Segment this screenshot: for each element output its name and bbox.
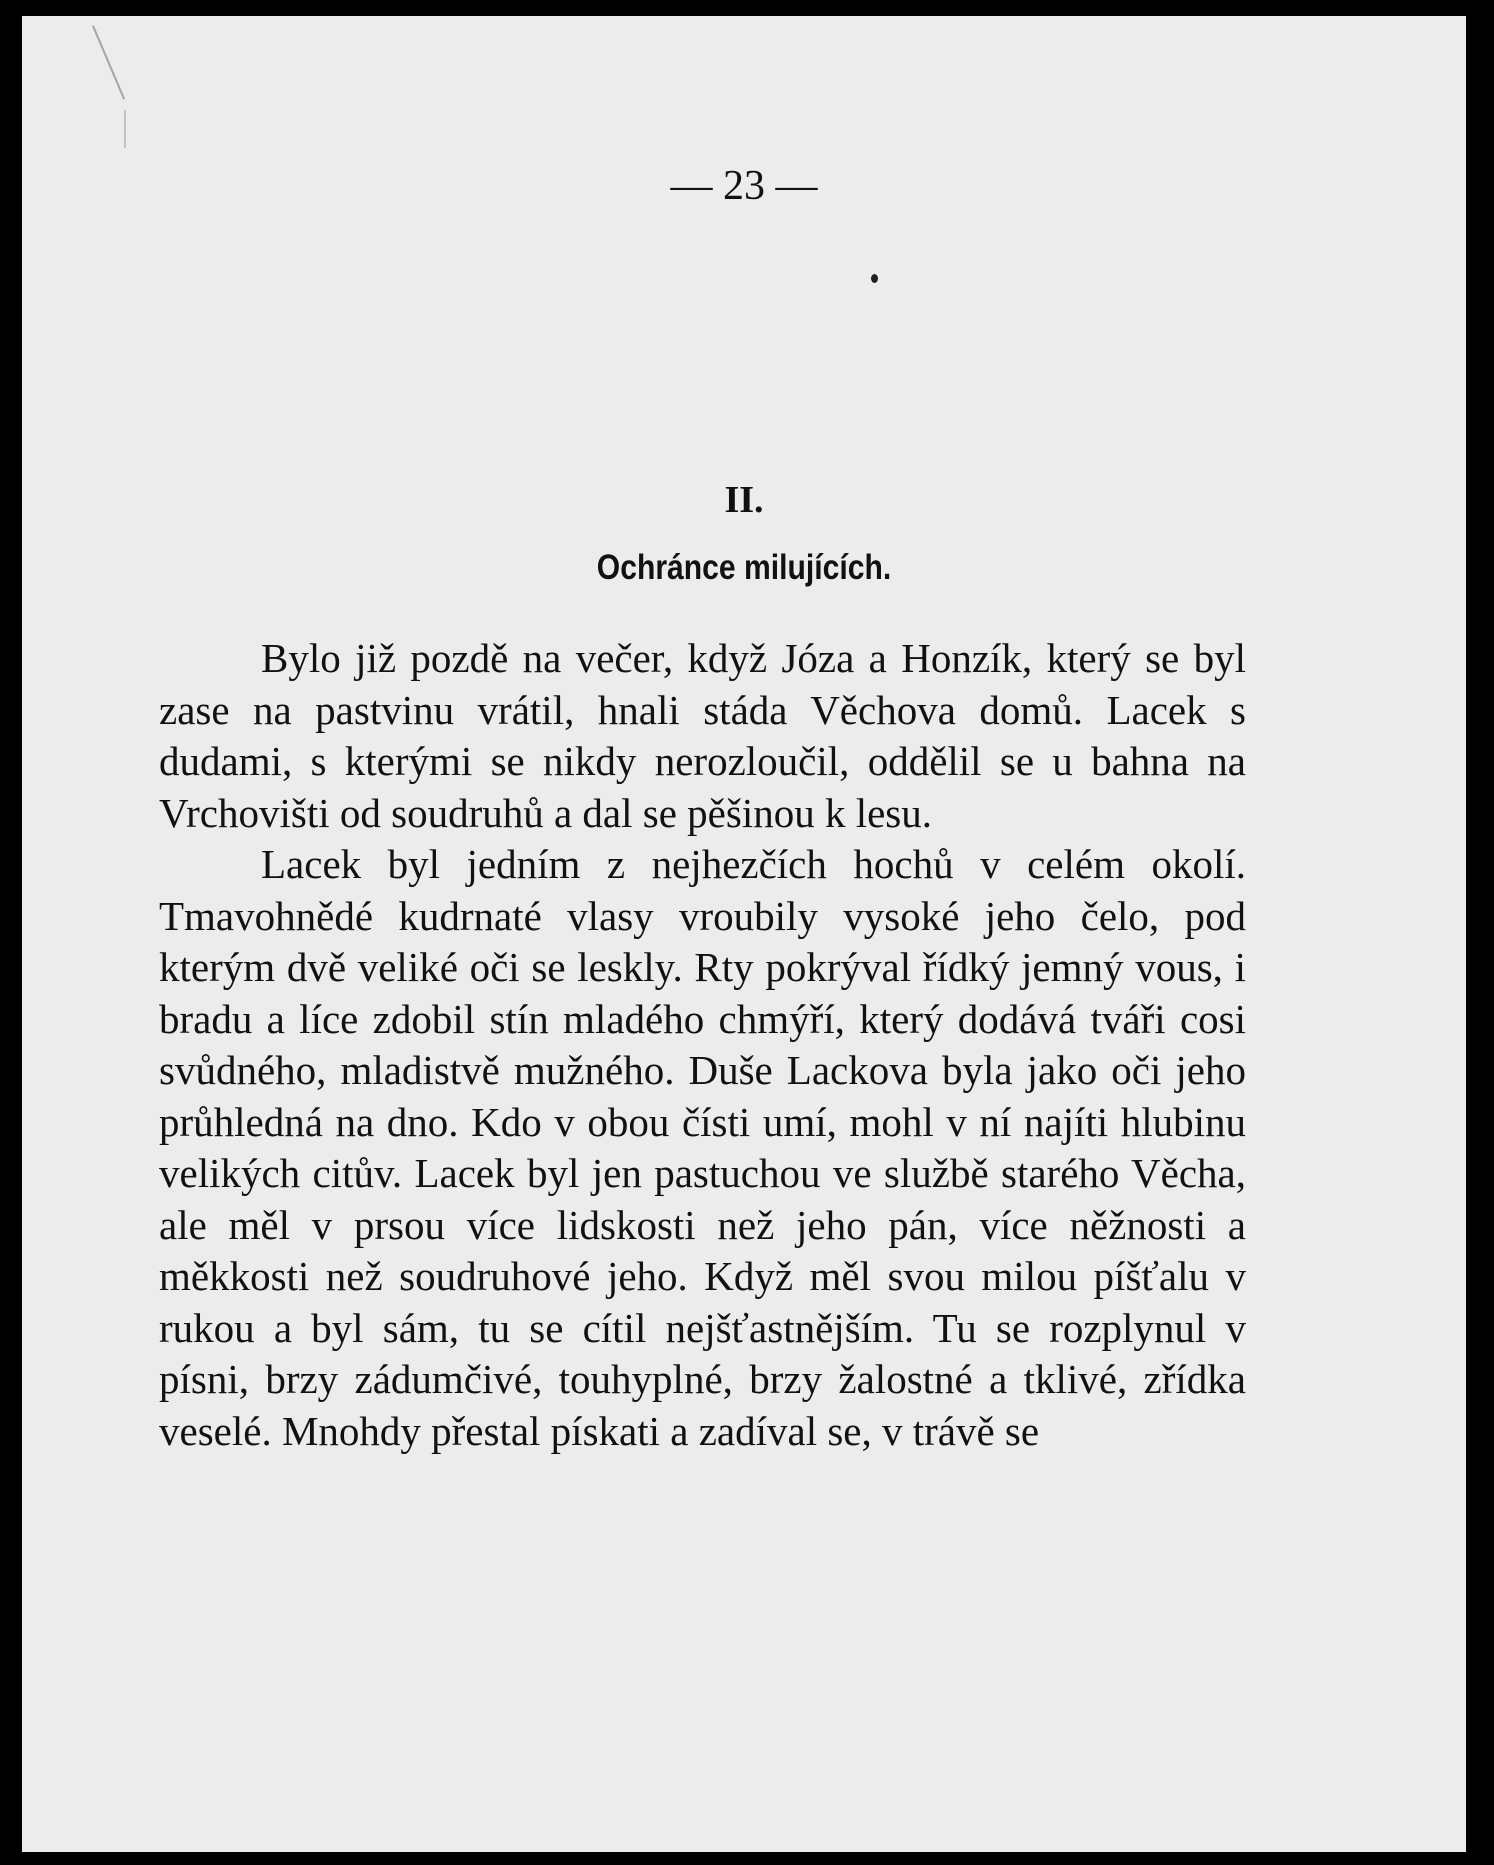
chapter-number: II. [724, 479, 764, 521]
chapter-title: Ochránce milujících. [596, 548, 892, 587]
page-scratch-mark [124, 110, 126, 148]
page-number: — 23 — [670, 163, 818, 209]
page-scratch-mark [92, 25, 125, 99]
paragraph: Bylo již pozdě na večer, když Józa a Honzík, který se byl zase na pastvinu vrátil, hnali stáda Věchova domů. Lacek s dudami, s kterými se nikdy nerozloučil, oddělil se u bahna na Vrchovišti od soudruhů a dal se pěšinou k lesu. [159, 635, 1246, 836]
paragraph: Lacek byl jedním z nejhezčích hochů v celém okolí. Tmavohnědé kudrnaté vlasy vroubily vysoké jeho čelo, pod kterým dvě veliké oči se leskly. Rty pokrýval řídký jemný vous, i bradu a líce zdobil stín mladého chmýří, který dodává tváři cosi svůdného, mladistvě mužného. Duše Lackova byla jako oči jeho průhledná na dno. Kdo v obou čísti umí, mohl v ní najíti hlubinu velikých citův. Lacek byl jen pastuchou ve službě starého Věcha, ale měl v prsou více lidskosti než jeho pán, více něžnosti a měkkosti než soudruhové jeho. Když měl svou milou píšťalu v rukou a byl sám, tu se cítil nejšťastnějším. Tu se rozplynul v písni, brzy zádumčivé, touhyplné, brzy žalostné a tklivé, zřídka veselé. Mnohdy přestal pískati a zadíval se, v trávě se [159, 841, 1246, 1454]
body-text [159, 633, 1246, 1457]
ink-speck [871, 274, 878, 283]
book-page [22, 16, 1466, 1852]
